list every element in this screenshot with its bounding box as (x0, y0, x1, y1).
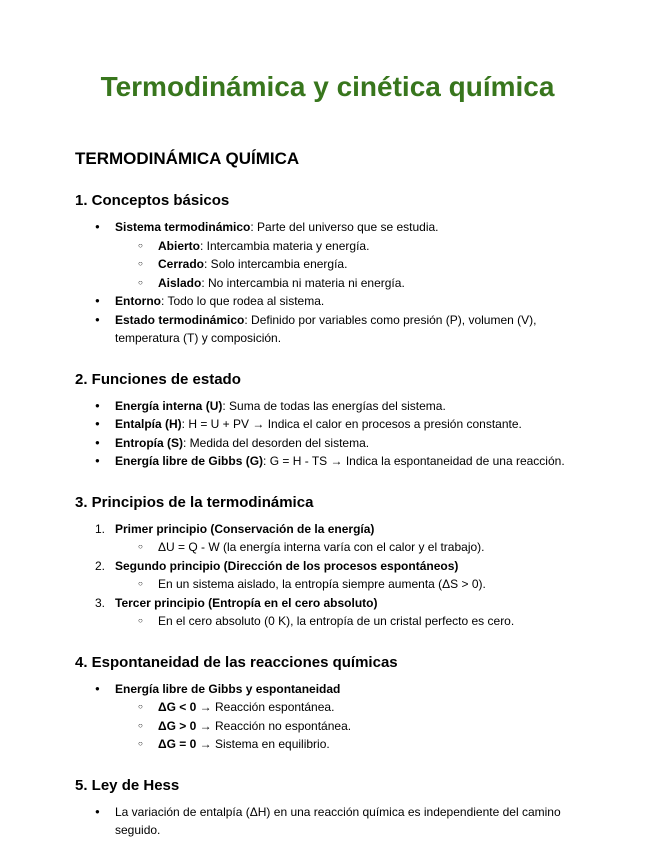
list-item-rest: : Parte del universo que se estudia. (250, 220, 439, 234)
list-item-text (158, 255, 580, 274)
list-item-bold: Aislado (158, 275, 202, 290)
numbered-item (75, 520, 580, 539)
list-item (75, 218, 580, 237)
list-item-text (158, 575, 580, 594)
circle-marker: ○ (138, 739, 143, 748)
list-item-rest: → Reacción no espontánea. (196, 718, 352, 733)
list-item-bold: Tercer principio (Entropía en el cero absoluto) (115, 595, 378, 610)
list-item-rest: ΔU = Q - W (la energía interna varía con el calor y el trabajo). (158, 540, 485, 554)
list-item-rest: En un sistema aislado, la entropía siempre aumenta (ΔS > 0). (158, 577, 486, 591)
list-item-rest: : Todo lo que rodea al sistema. (161, 294, 325, 308)
list-item-text (115, 434, 580, 453)
list-item-rest: : Intercambia materia y energía. (200, 238, 370, 253)
section-conceptos-basicos (75, 191, 580, 348)
circle-marker: ○ (138, 240, 143, 250)
list-item-rest: : G = H - TS → Indica la espontaneidad de una reacción. (263, 454, 565, 468)
list-subitem (75, 237, 580, 256)
list-subitem (75, 717, 580, 736)
section-heading-2: 2. Funciones de estado (75, 370, 241, 388)
list-item-bold: Segundo principio (Dirección de los procesos espontáneos) (115, 558, 459, 573)
number-marker: 1. (95, 521, 106, 536)
list-item-text (115, 397, 580, 416)
section-ley-de-hess (75, 776, 580, 840)
list-item (75, 311, 580, 348)
bullet-marker: ● (95, 296, 100, 305)
list-subitem (75, 255, 580, 274)
list-item-rest: : Definido por variables como presión (P), volumen (V), temperatura (T) y composición. (115, 312, 537, 345)
list-item (75, 397, 580, 416)
list-item-text (158, 612, 580, 631)
section-heading-3: 3. Principios de la termodinámica (75, 493, 314, 511)
list-item-text (115, 415, 580, 434)
list-item-bold: ΔG < 0 (158, 700, 197, 714)
bullet-marker: ● (95, 314, 100, 324)
list-item-text (158, 274, 580, 293)
document-title: Termodinámica y cinética química (100, 71, 555, 102)
list-item-rest: : No intercambia ni materia ni energía. (201, 275, 405, 290)
list-item-bold: Cerrado (158, 257, 205, 271)
list-item (75, 452, 580, 471)
numbered-item (75, 594, 580, 613)
list-item-text (115, 520, 580, 539)
list-item-bold: Energía interna (U) (115, 398, 223, 413)
circle-marker: ○ (138, 277, 143, 287)
list-subitem (75, 575, 580, 594)
list-item-rest: : H = U + PV → Indica el calor en procesos a presión constante. (181, 417, 522, 431)
list-subitem (75, 698, 580, 717)
list-item (75, 292, 580, 311)
list-item-bold: Entropía (S) (115, 435, 183, 450)
list-item-bold: Energía libre de Gibbs y espontaneidad (115, 681, 341, 696)
list-item-bold: Abierto (158, 238, 200, 253)
circle-marker: ○ (138, 616, 143, 625)
list-item-bold: ΔG = 0 (158, 737, 197, 751)
section-heading-1: 1. Conceptos básicos (75, 192, 230, 209)
list-item (75, 680, 580, 699)
list-item-rest: → Reacción espontánea. (196, 700, 335, 714)
section-funciones-de-estado (75, 370, 580, 471)
list-subitem (75, 612, 580, 631)
list-item-rest: → Sistema en equilibrio. (196, 737, 330, 751)
list-item-bold: Sistema termodinámico (115, 220, 251, 234)
section-principios-termodinamica (75, 493, 580, 631)
list-item-rest: : Solo intercambia energía. (204, 257, 348, 271)
list-item-bold: ΔG > 0 (158, 718, 197, 733)
list-item (75, 415, 580, 434)
list-item-bold: Primer principio (Conservación de la energía) (115, 521, 375, 536)
list-item-text (115, 311, 580, 348)
number-marker: 2. (95, 558, 106, 573)
list-item-rest: : Suma de todas las energías del sistema. (222, 398, 446, 413)
list-item-text (115, 680, 580, 699)
section-heading-5: 5. Ley de Hess (75, 776, 180, 794)
list-item-text (158, 735, 580, 754)
circle-marker: ○ (138, 542, 143, 551)
list-item (75, 434, 580, 453)
list-item-text (115, 292, 580, 311)
list-item-bold: Energía libre de Gibbs (G) (115, 454, 264, 468)
list-item-text (115, 803, 580, 840)
bullet-marker: ● (95, 419, 100, 428)
bullet-marker: ● (95, 222, 100, 231)
section-espontaneidad (75, 653, 580, 754)
number-marker: 3. (95, 595, 106, 610)
circle-marker: ○ (138, 259, 143, 268)
list-item-text (158, 698, 580, 717)
list-item (75, 803, 580, 840)
list-item-text (158, 538, 580, 557)
circle-marker: ○ (138, 579, 143, 588)
bullet-marker: ● (95, 456, 100, 465)
list-item-bold: Entalpía (H) (115, 417, 182, 431)
list-subitem (75, 538, 580, 557)
bullet-marker: ● (95, 400, 100, 410)
list-subitem (75, 274, 580, 293)
section-heading-4: 4. Espontaneidad de las reacciones químicas (75, 653, 398, 671)
list-item-text (115, 218, 580, 237)
list-item-rest: En el cero absoluto (0 K), la entropía de un cristal perfecto es cero. (158, 614, 515, 628)
main-heading: TERMODINÁMICA QUÍMICA (75, 149, 300, 168)
bullet-marker: ● (95, 683, 100, 693)
list-item-text (158, 717, 580, 736)
list-item-rest: : Medida del desorden del sistema. (183, 435, 370, 450)
list-item-text (158, 237, 580, 256)
list-item-text (115, 452, 580, 471)
list-item-text (115, 594, 580, 613)
list-item-rest: La variación de entalpía (ΔH) en una reacción química es independiente del camino seguido. (115, 804, 561, 837)
list-item-text (115, 557, 580, 576)
list-item-bold: Estado termodinámico (115, 312, 245, 327)
list-item-bold: Entorno (115, 294, 161, 308)
circle-marker: ○ (138, 720, 143, 730)
bullet-marker: ● (95, 437, 100, 447)
list-subitem (75, 735, 580, 754)
bullet-marker: ● (95, 806, 100, 816)
circle-marker: ○ (138, 702, 143, 711)
numbered-item (75, 557, 580, 576)
